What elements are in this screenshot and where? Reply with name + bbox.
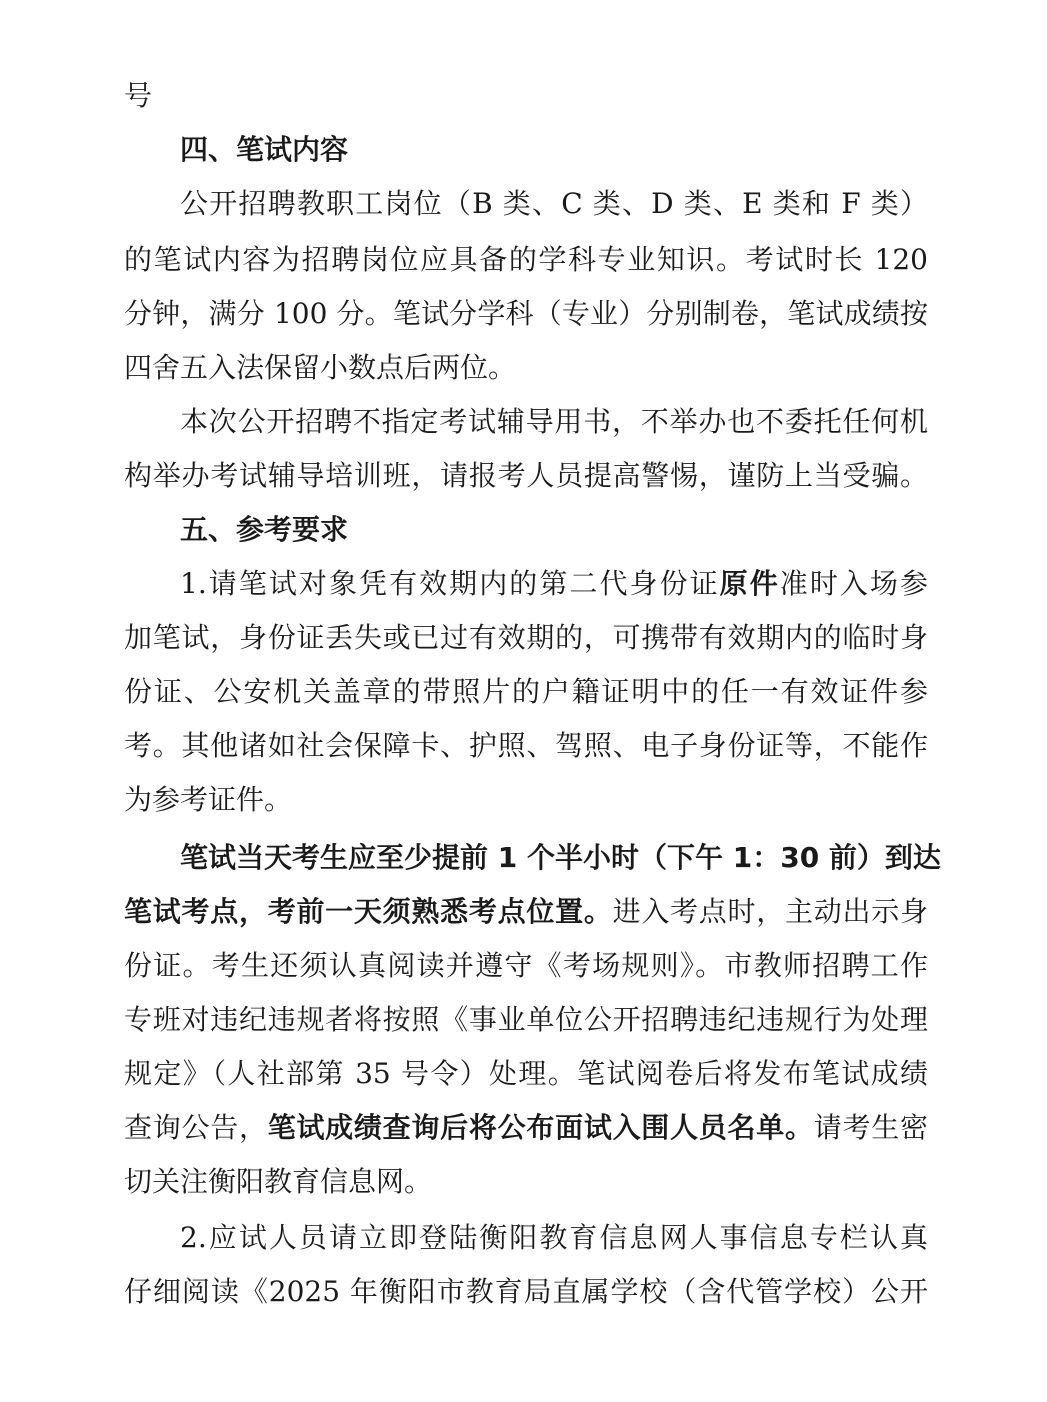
- text-line: 公开招聘教职工岗位（B 类、C 类、D 类、E 类和 F 类）: [180, 187, 928, 220]
- bold-text: 原件: [719, 567, 780, 600]
- section-heading-5: 五、参考要求: [180, 513, 349, 546]
- text-line: 本次公开招聘不指定考试辅导用书，不举办也不委托任何机: [180, 405, 928, 438]
- text-span: 查询公告，: [124, 1111, 268, 1144]
- text-line: 专班对违纪违规者将按照《事业单位公开招聘违纪违规行为处理: [124, 1003, 928, 1036]
- text-line: 2.应试人员请立即登陆衡阳教育信息网人事信息专栏认真: [180, 1221, 928, 1254]
- text-line: 份证、公安机关盖章的带照片的户籍证明中的任一有效证件参: [124, 675, 928, 708]
- text-line: 四舍五入法保留小数点后两位。: [124, 351, 517, 384]
- text-line: 规定》（人社部第 35 号令）处理。笔试阅卷后将发布笔试成绩: [124, 1057, 928, 1090]
- text-line: 分钟，满分 100 分。笔试分学科（专业）分别制卷，笔试成绩按: [124, 297, 928, 330]
- section-heading-4: 四、笔试内容: [180, 133, 349, 166]
- text-line: 为参考证件。: [124, 783, 293, 816]
- text-line: 切关注衡阳教育信息网。: [124, 1165, 433, 1198]
- text-line: 仔细阅读《2025 年衡阳市教育局直属学校（含代管学校）公开: [124, 1275, 928, 1308]
- text-span: 请考生密: [813, 1111, 928, 1144]
- text-line: 构举办考试辅导培训班，请报考人员提高警惕，谨防上当受骗。: [124, 459, 928, 492]
- bold-text: 笔试考点，考前一天须熟悉考点位置。: [124, 895, 613, 928]
- bold-text-line: 笔试当天考生应至少提前 1 个半小时（下午 1：30 前）到达: [180, 841, 941, 874]
- text-line: 份证。考生还须认真阅读并遵守《考场规则》。市教师招聘工作: [124, 949, 928, 982]
- text-line: 加笔试，身份证丢失或已过有效期的，可携带有效期内的临时身: [124, 621, 928, 654]
- text-line: 的笔试内容为招聘岗位应具备的学科专业知识。考试时长 120: [124, 243, 928, 276]
- text-line: [180, 566, 928, 602]
- bold-text: 笔试成绩查询后将公布面试入围人员名单。: [267, 1111, 814, 1144]
- text-span: 准时入场参: [779, 567, 928, 600]
- text-line: [124, 1110, 928, 1146]
- text-span: 进入考点时，主动出示身: [612, 895, 928, 928]
- text-line: 考。其他诸如社会保障卡、护照、驾照、电子身份证等，不能作: [124, 729, 928, 762]
- text-line: 号: [124, 79, 153, 112]
- text-line: [124, 894, 928, 930]
- text-span: 1.请笔试对象凭有效期内的第二代身份证: [180, 567, 720, 600]
